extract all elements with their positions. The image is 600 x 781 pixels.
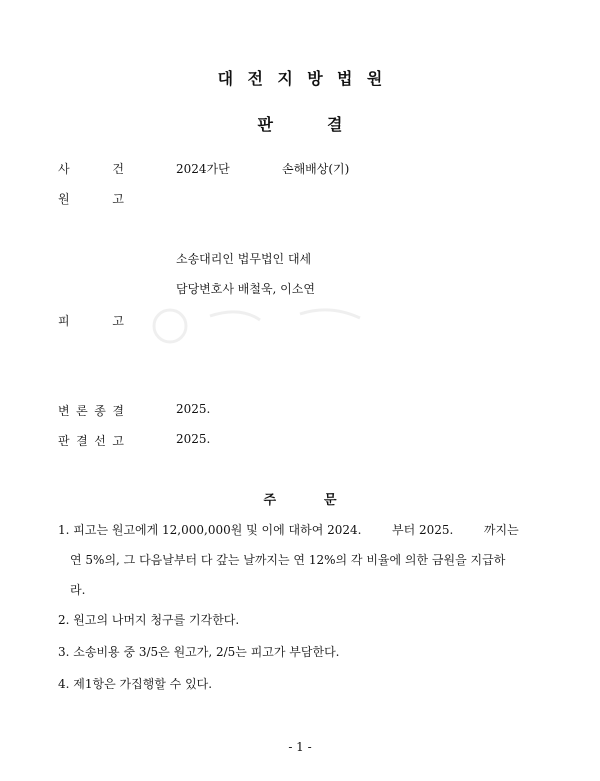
order-item-1-line-2: 연 5%의, 그 다음날부터 다 갚는 날까지는 연 12%의 각 비율에 의한 금원을 지급하: [70, 553, 506, 567]
defendant-label: [58, 312, 124, 329]
case-number: 2024가단: [176, 162, 230, 176]
closing-label-char: 변: [58, 404, 70, 418]
defendant-label-char: 고: [112, 314, 124, 328]
judgment-date: 2025.: [176, 432, 211, 446]
counsel-line-1: 소송대리인 법무법인 대세: [176, 252, 312, 266]
case-label-char: 건: [112, 162, 124, 176]
judgment-label-char: 선: [94, 434, 106, 448]
order-title-left: 주: [263, 493, 276, 508]
judgment-label-char: 고: [112, 434, 124, 448]
plaintiff-label: [58, 190, 124, 207]
case-name: 손해배상(기): [282, 162, 350, 176]
order-item-3: 3. 소송비용 중 3/5은 원고가, 2/5는 피고가 부담한다.: [58, 645, 340, 659]
order-title: [0, 489, 600, 508]
defendant-label-char: 피: [58, 314, 70, 328]
case-label-char: 사: [58, 162, 70, 176]
order-title-right: 문: [324, 493, 337, 508]
judgment-label: [58, 432, 124, 449]
closing-label-char: 종: [94, 404, 106, 418]
plaintiff-label-char: 원: [58, 192, 70, 206]
document-type: [0, 112, 600, 135]
document-type-left: 판: [257, 115, 273, 134]
closing-label: [58, 402, 124, 419]
plaintiff-label-char: 고: [112, 192, 124, 206]
page-number: - 1 -: [288, 740, 312, 754]
watermark-graphic: [150, 296, 410, 356]
order-item-1-line-1: 1. 피고는 원고에게 12,000,000원 및 이에 대하여 2024. 부터 2025. 까지는: [58, 523, 519, 537]
counsel-line-2: 담당변호사 배철욱, 이소연: [176, 282, 315, 296]
judgment-label-char: 결: [76, 434, 88, 448]
document-type-right: 결: [327, 115, 343, 134]
closing-date: 2025.: [176, 402, 211, 416]
court-name: 대전지방법원: [217, 69, 397, 88]
closing-label-char: 결: [112, 404, 124, 418]
judgment-label-char: 판: [58, 434, 70, 448]
order-item-1: [58, 515, 548, 605]
case-label: [58, 160, 124, 177]
order-item-4: 4. 제1항은 가집행할 수 있다.: [58, 677, 213, 691]
order-item-2: 2. 원고의 나머지 청구를 기각한다.: [58, 613, 240, 627]
order-item-1-line-3: 라.: [70, 583, 86, 597]
closing-label-char: 론: [76, 404, 88, 418]
